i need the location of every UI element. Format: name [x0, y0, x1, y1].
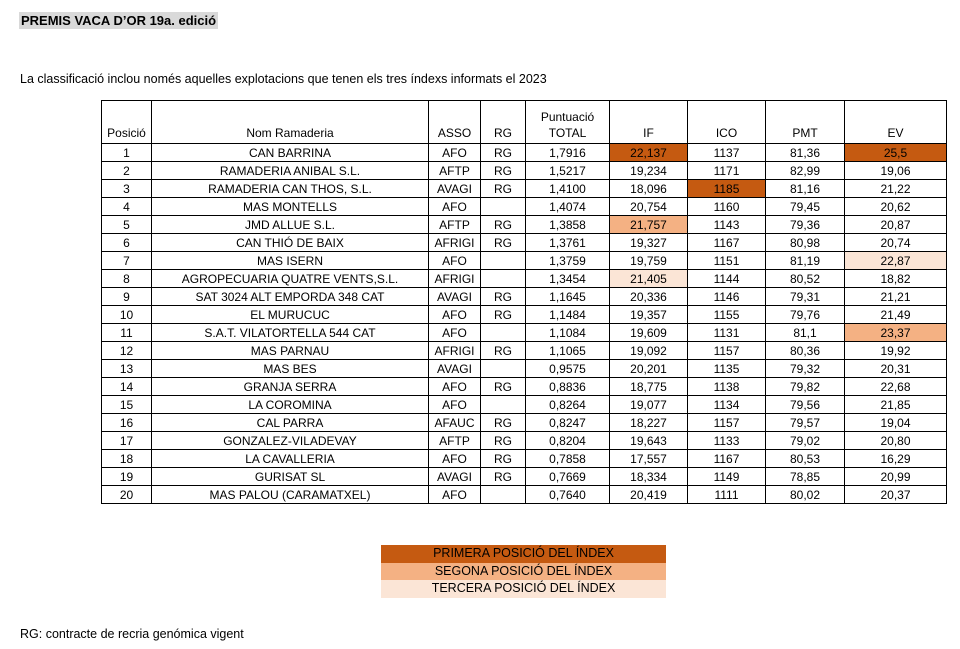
header-asso: ASSO — [429, 101, 481, 144]
cell-pmt: 80,52 — [766, 270, 845, 288]
ranking-table — [101, 100, 947, 504]
cell-rg: RG — [481, 180, 526, 198]
cell-ico: 1185 — [688, 180, 766, 198]
cell-ico: 1155 — [688, 306, 766, 324]
cell-name: LA CAVALLERIA — [152, 450, 429, 468]
cell-ev: 20,37 — [845, 486, 947, 504]
cell-rg: RG — [481, 432, 526, 450]
cell-rg: RG — [481, 342, 526, 360]
cell-ev: 16,29 — [845, 450, 947, 468]
cell-ev: 20,62 — [845, 198, 947, 216]
cell-if: 22,137 — [610, 144, 688, 162]
cell-asso: AFO — [429, 486, 481, 504]
cell-ev: 25,5 — [845, 144, 947, 162]
cell-asso: AFO — [429, 198, 481, 216]
cell-if: 18,775 — [610, 378, 688, 396]
cell-rg — [481, 324, 526, 342]
cell-pos: 1 — [102, 144, 152, 162]
cell-rg: RG — [481, 234, 526, 252]
cell-if: 18,227 — [610, 414, 688, 432]
cell-ico: 1133 — [688, 432, 766, 450]
header-rg: RG — [481, 101, 526, 144]
cell-pmt: 82,99 — [766, 162, 845, 180]
cell-if: 21,405 — [610, 270, 688, 288]
cell-total: 1,3759 — [526, 252, 610, 270]
cell-total: 1,3858 — [526, 216, 610, 234]
cell-if: 19,234 — [610, 162, 688, 180]
cell-pos: 9 — [102, 288, 152, 306]
cell-pmt: 81,19 — [766, 252, 845, 270]
cell-name: GONZALEZ-VILADEVAY — [152, 432, 429, 450]
cell-total: 0,7640 — [526, 486, 610, 504]
cell-pos: 4 — [102, 198, 152, 216]
cell-pmt: 80,02 — [766, 486, 845, 504]
cell-pos: 6 — [102, 234, 152, 252]
cell-asso: AFRIGI — [429, 270, 481, 288]
table-row — [102, 216, 947, 234]
cell-name: GRANJA SERRA — [152, 378, 429, 396]
cell-total: 1,1484 — [526, 306, 610, 324]
legend-third-position: TERCERA POSICIÓ DEL ÍNDEX — [381, 580, 666, 598]
cell-ico: 1144 — [688, 270, 766, 288]
table-row — [102, 288, 947, 306]
cell-if: 19,077 — [610, 396, 688, 414]
cell-total: 1,3454 — [526, 270, 610, 288]
cell-asso: AVAGI — [429, 288, 481, 306]
cell-asso: AFO — [429, 378, 481, 396]
cell-if: 19,327 — [610, 234, 688, 252]
cell-ev: 20,74 — [845, 234, 947, 252]
cell-ev: 19,06 — [845, 162, 947, 180]
table-row — [102, 306, 947, 324]
cell-total: 1,5217 — [526, 162, 610, 180]
cell-if: 20,754 — [610, 198, 688, 216]
cell-ico: 1171 — [688, 162, 766, 180]
cell-total: 1,4074 — [526, 198, 610, 216]
cell-name: JMD ALLUE S.L. — [152, 216, 429, 234]
cell-if: 19,609 — [610, 324, 688, 342]
cell-pos: 5 — [102, 216, 152, 234]
cell-if: 19,759 — [610, 252, 688, 270]
cell-pos: 11 — [102, 324, 152, 342]
cell-pos: 14 — [102, 378, 152, 396]
cell-name: SAT 3024 ALT EMPORDA 348 CAT — [152, 288, 429, 306]
cell-pos: 12 — [102, 342, 152, 360]
cell-ev: 19,92 — [845, 342, 947, 360]
table-row — [102, 450, 947, 468]
table-row — [102, 270, 947, 288]
cell-pmt: 80,98 — [766, 234, 845, 252]
table-row — [102, 378, 947, 396]
cell-total: 0,7858 — [526, 450, 610, 468]
cell-if: 18,096 — [610, 180, 688, 198]
cell-total: 0,7669 — [526, 468, 610, 486]
footnote: RG: contracte de recria genómica vigent — [20, 627, 244, 641]
cell-ev: 20,87 — [845, 216, 947, 234]
table-row — [102, 180, 947, 198]
cell-rg: RG — [481, 144, 526, 162]
cell-pmt: 81,1 — [766, 324, 845, 342]
cell-ev: 21,22 — [845, 180, 947, 198]
cell-total: 0,8204 — [526, 432, 610, 450]
cell-ev: 22,68 — [845, 378, 947, 396]
table-row — [102, 162, 947, 180]
cell-rg — [481, 270, 526, 288]
cell-ico: 1151 — [688, 252, 766, 270]
cell-ico: 1149 — [688, 468, 766, 486]
cell-pmt: 81,16 — [766, 180, 845, 198]
table-row — [102, 486, 947, 504]
cell-total: 1,1065 — [526, 342, 610, 360]
cell-asso: AFO — [429, 396, 481, 414]
cell-asso: AVAGI — [429, 180, 481, 198]
cell-rg: RG — [481, 414, 526, 432]
cell-rg: RG — [481, 468, 526, 486]
cell-ico: 1157 — [688, 342, 766, 360]
cell-pos: 15 — [102, 396, 152, 414]
cell-if: 20,336 — [610, 288, 688, 306]
cell-pos: 20 — [102, 486, 152, 504]
cell-rg: RG — [481, 378, 526, 396]
cell-asso: AFAUC — [429, 414, 481, 432]
table-row — [102, 360, 947, 378]
cell-asso: AFTP — [429, 162, 481, 180]
cell-rg — [481, 252, 526, 270]
cell-name: CAL PARRA — [152, 414, 429, 432]
table-body — [102, 144, 947, 504]
cell-ev: 20,80 — [845, 432, 947, 450]
cell-pos: 19 — [102, 468, 152, 486]
cell-ev: 20,99 — [845, 468, 947, 486]
cell-name: AGROPECUARIA QUATRE VENTS,S.L. — [152, 270, 429, 288]
cell-if: 20,419 — [610, 486, 688, 504]
cell-pmt: 78,85 — [766, 468, 845, 486]
cell-ico: 1167 — [688, 450, 766, 468]
cell-name: MAS PARNAU — [152, 342, 429, 360]
cell-rg: RG — [481, 306, 526, 324]
page-subtitle: La classificació inclou només aquelles explotacions que tenen els tres índexs informats el 2023 — [20, 72, 547, 86]
cell-rg — [481, 486, 526, 504]
cell-asso: AFO — [429, 324, 481, 342]
cell-asso: AFO — [429, 144, 481, 162]
cell-total: 0,8836 — [526, 378, 610, 396]
cell-name: CAN THIÓ DE BAIX — [152, 234, 429, 252]
cell-asso: AVAGI — [429, 360, 481, 378]
table-row — [102, 198, 947, 216]
cell-name: RAMADERIA CAN THOS, S.L. — [152, 180, 429, 198]
cell-if: 20,201 — [610, 360, 688, 378]
header-posicio: Posició — [102, 101, 152, 144]
cell-asso: AFTP — [429, 216, 481, 234]
cell-pmt: 79,31 — [766, 288, 845, 306]
cell-name: GURISAT SL — [152, 468, 429, 486]
cell-name: MAS PALOU (CARAMATXEL) — [152, 486, 429, 504]
cell-if: 18,334 — [610, 468, 688, 486]
cell-pmt: 79,02 — [766, 432, 845, 450]
cell-pos: 2 — [102, 162, 152, 180]
cell-ico: 1138 — [688, 378, 766, 396]
cell-total: 0,8247 — [526, 414, 610, 432]
cell-pos: 16 — [102, 414, 152, 432]
cell-ico: 1143 — [688, 216, 766, 234]
cell-name: RAMADERIA ANIBAL S.L. — [152, 162, 429, 180]
header-puntuacio-total: Puntuació TOTAL — [526, 101, 610, 144]
page-title: PREMIS VACA D’OR 19a. edició — [21, 13, 217, 28]
cell-name: LA COROMINA — [152, 396, 429, 414]
cell-name: MAS BES — [152, 360, 429, 378]
cell-pos: 13 — [102, 360, 152, 378]
header-ico: ICO — [688, 101, 766, 144]
header-nom-ramaderia: Nom Ramaderia — [152, 101, 429, 144]
cell-ico: 1157 — [688, 414, 766, 432]
cell-ico: 1111 — [688, 486, 766, 504]
cell-name: S.A.T. VILATORTELLA 544 CAT — [152, 324, 429, 342]
cell-total: 1,1084 — [526, 324, 610, 342]
cell-ev: 23,37 — [845, 324, 947, 342]
cell-if: 19,092 — [610, 342, 688, 360]
table-row — [102, 342, 947, 360]
legend-second-position: SEGONA POSICIÓ DEL ÍNDEX — [381, 563, 666, 581]
table-row — [102, 396, 947, 414]
cell-pos: 17 — [102, 432, 152, 450]
cell-name: EL MURUCUC — [152, 306, 429, 324]
cell-ev: 21,49 — [845, 306, 947, 324]
cell-rg — [481, 198, 526, 216]
cell-asso: AFTP — [429, 432, 481, 450]
cell-pmt: 79,36 — [766, 216, 845, 234]
cell-rg: RG — [481, 450, 526, 468]
cell-ev: 18,82 — [845, 270, 947, 288]
cell-pmt: 80,36 — [766, 342, 845, 360]
table-header-row — [102, 101, 947, 144]
cell-asso: AFO — [429, 252, 481, 270]
cell-pmt: 79,76 — [766, 306, 845, 324]
cell-pos: 7 — [102, 252, 152, 270]
table-row — [102, 468, 947, 486]
cell-pmt: 79,32 — [766, 360, 845, 378]
cell-asso: AFO — [429, 450, 481, 468]
cell-if: 19,357 — [610, 306, 688, 324]
header-if: IF — [610, 101, 688, 144]
cell-total: 1,7916 — [526, 144, 610, 162]
cell-asso: AFRIGI — [429, 234, 481, 252]
header-pmt: PMT — [766, 101, 845, 144]
cell-ev: 21,85 — [845, 396, 947, 414]
cell-ev: 21,21 — [845, 288, 947, 306]
header-ev: EV — [845, 101, 947, 144]
cell-pos: 18 — [102, 450, 152, 468]
table-row — [102, 144, 947, 162]
cell-pmt: 79,82 — [766, 378, 845, 396]
cell-asso: AFRIGI — [429, 342, 481, 360]
cell-ico: 1131 — [688, 324, 766, 342]
table-row — [102, 324, 947, 342]
cell-pmt: 79,45 — [766, 198, 845, 216]
legend — [381, 545, 666, 598]
cell-pmt: 79,56 — [766, 396, 845, 414]
cell-name: MAS MONTELLS — [152, 198, 429, 216]
cell-total: 1,1645 — [526, 288, 610, 306]
cell-rg — [481, 360, 526, 378]
cell-total: 1,4100 — [526, 180, 610, 198]
cell-asso: AFO — [429, 306, 481, 324]
table-row — [102, 414, 947, 432]
table-row — [102, 234, 947, 252]
cell-pos: 8 — [102, 270, 152, 288]
cell-name: CAN BARRINA — [152, 144, 429, 162]
cell-pos: 10 — [102, 306, 152, 324]
cell-asso: AVAGI — [429, 468, 481, 486]
cell-if: 21,757 — [610, 216, 688, 234]
cell-total: 0,9575 — [526, 360, 610, 378]
cell-rg: RG — [481, 288, 526, 306]
cell-name: MAS ISERN — [152, 252, 429, 270]
table-row — [102, 432, 947, 450]
cell-ev: 20,31 — [845, 360, 947, 378]
cell-rg: RG — [481, 162, 526, 180]
cell-ico: 1146 — [688, 288, 766, 306]
cell-ico: 1160 — [688, 198, 766, 216]
cell-if: 19,643 — [610, 432, 688, 450]
cell-ico: 1135 — [688, 360, 766, 378]
legend-first-position: PRIMERA POSICIÓ DEL ÍNDEX — [381, 545, 666, 563]
cell-pmt: 81,36 — [766, 144, 845, 162]
cell-ev: 19,04 — [845, 414, 947, 432]
cell-ico: 1167 — [688, 234, 766, 252]
cell-ev: 22,87 — [845, 252, 947, 270]
table-row — [102, 252, 947, 270]
cell-ico: 1137 — [688, 144, 766, 162]
cell-rg: RG — [481, 216, 526, 234]
cell-total: 0,8264 — [526, 396, 610, 414]
cell-rg — [481, 396, 526, 414]
cell-total: 1,3761 — [526, 234, 610, 252]
cell-pmt: 80,53 — [766, 450, 845, 468]
cell-ico: 1134 — [688, 396, 766, 414]
cell-pos: 3 — [102, 180, 152, 198]
cell-if: 17,557 — [610, 450, 688, 468]
cell-pmt: 79,57 — [766, 414, 845, 432]
